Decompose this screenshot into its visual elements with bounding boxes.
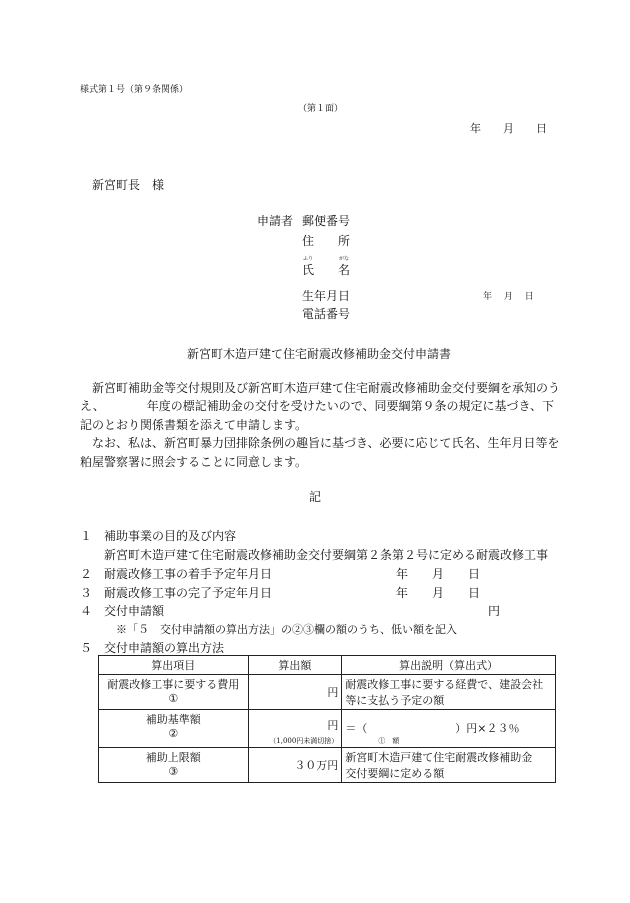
item-4-yen: 円 — [488, 604, 501, 618]
applicant-label: 申請者 — [257, 214, 294, 228]
body-line-3: 記のとおり関係書類を添えて申請します。 — [80, 418, 308, 432]
item-1-detail: 新宮町木造戸建て住宅耐震改修補助金交付要綱第２条第２号に定める耐震改修工事 — [104, 548, 549, 562]
item-2-date: 年 月 日 — [396, 567, 481, 581]
item-3-number: ３ — [80, 586, 93, 600]
postal-label: 郵便番号 — [302, 214, 351, 228]
body-line-1: 新宮町補助金等交付規則及び新宮町木造戸建て住宅耐震改修補助金交付要綱を承知のう — [92, 381, 561, 395]
date-line: 年 月 日 — [470, 122, 547, 135]
table-header: 算出項目 — [99, 656, 249, 675]
phone-label: 電話番号 — [302, 307, 351, 321]
table-header-row — [99, 656, 556, 675]
item-3-title: 耐震改修工事の完了予定年月日 — [104, 586, 273, 600]
birthdate-value: 年 月 日 — [483, 292, 534, 302]
amount-cell[interactable]: 円 — [248, 675, 342, 710]
item-cell: 補助基準額 ② — [99, 710, 249, 748]
name-label — [302, 256, 351, 278]
calculation-table — [98, 655, 556, 783]
table-row — [99, 748, 556, 783]
item-3-date: 年 月 日 — [396, 586, 481, 600]
item-4-number: ４ — [80, 604, 93, 618]
table-header: 算出説明（算出式） — [342, 656, 556, 675]
item-cell: 耐震改修工事に要する費用 ① — [99, 675, 249, 710]
body-line-2: え、 年度の標記補助金の交付を受けたいので、同要綱第９条の規定に基づき、下 — [80, 399, 555, 413]
side-label: （第１面） — [298, 104, 344, 114]
form-number: 様式第１号（第９条関係） — [80, 85, 189, 95]
rounding-note: （1,000円未満切捨） — [269, 737, 339, 745]
item-4-title: 交付申請額 — [104, 604, 165, 618]
amount-cell: ３０万円 — [248, 748, 342, 783]
item-2-number: ２ — [80, 567, 93, 581]
desc-cell: 新宮町木造戸建て住宅耐震改修補助金 交付要綱に定める額 — [342, 748, 556, 783]
furigana-1: ふり — [303, 256, 314, 262]
desc-cell: ＝（ ）円×２３％ ① 額 — [342, 710, 556, 748]
address-label: 住 所 — [302, 234, 351, 248]
circle-2-mark: ② — [168, 727, 179, 740]
table-row — [99, 710, 556, 748]
circle-3-mark: ③ — [168, 765, 179, 778]
furigana-2: がな — [339, 256, 350, 262]
addressee: 新宮町長 様 — [92, 178, 165, 192]
item-cell: 補助上限額 ③ — [99, 748, 249, 783]
circle-1-mark: ① — [168, 692, 179, 705]
desc-cell: 耐震改修工事に要する経費で、建設会社 等に支払う予定の額 — [342, 675, 556, 710]
item-2-title: 耐震改修工事の着手予定年月日 — [104, 567, 273, 581]
table-row — [99, 675, 556, 710]
document-title: 新宮町木造戸建て住宅耐震改修補助金交付申請書 — [187, 347, 452, 361]
body-line-5: 粕屋警察署に照会することに同意します。 — [80, 455, 308, 469]
table-header: 算出額 — [248, 656, 342, 675]
birthdate-label: 生年月日 — [302, 289, 351, 303]
amount-cell[interactable]: 円 （1,000円未満切捨） — [248, 710, 342, 748]
item-1-title: 補助事業の目的及び内容 — [104, 529, 237, 543]
item-4-note: ※「５ 交付申請額の算出方法」の②③欄の額のうち、低い額を記入 — [116, 623, 457, 636]
ki-label: 記 — [309, 490, 322, 504]
item-5-number: ５ — [80, 641, 93, 655]
name-text: 氏 名 — [302, 263, 351, 277]
item-1-number: １ — [80, 529, 93, 543]
item-5-title: 交付申請額の算出方法 — [104, 641, 225, 655]
body-line-4: なお、私は、新宮町暴力団排除条例の趣旨に基づき、必要に応じて氏名、生年月日等を — [92, 436, 560, 450]
